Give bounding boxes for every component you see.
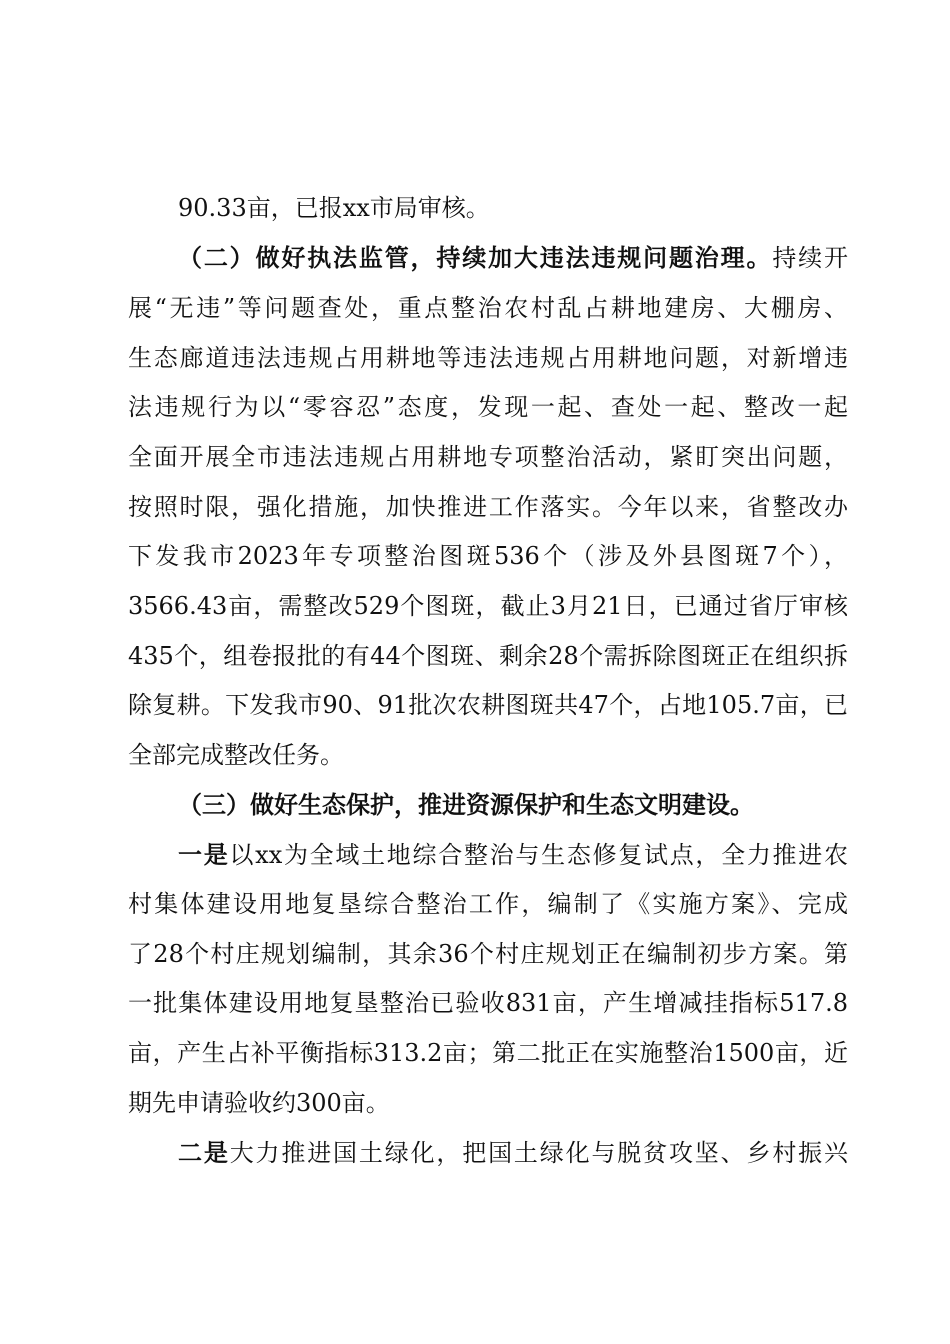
text-segment: 生态廊道违法违规占用耕地等违法违规占用耕地问题，对新增违 bbox=[128, 344, 848, 372]
point-marker: 二是 bbox=[178, 1138, 230, 1167]
text-segment: 大力推进国土绿化，把国土绿化与脱贫攻坚、乡村振兴 bbox=[229, 1139, 849, 1167]
text-segment: 以xx为全域土地综合整治与生态修复试点，全力推进农 bbox=[229, 841, 848, 869]
text-line bbox=[128, 1038, 848, 1068]
text-segment: 了28个村庄规划编制，其余36个村庄规划正在编制初步方案。第 bbox=[128, 940, 848, 968]
text-line bbox=[128, 492, 848, 522]
text-segment: 按照时限，强化措施，加快推进工作落实。今年以来，省整改办 bbox=[128, 493, 848, 521]
text-segment: 全面开展全市违法违规占用耕地专项整治活动，紧盯突出问题， bbox=[128, 443, 848, 471]
text-segment: 持续开 bbox=[772, 244, 849, 272]
text-segment: 展“无违”等问题查处，重点整治农村乱占耕地建房、大棚房、 bbox=[128, 294, 848, 322]
text-line bbox=[128, 889, 848, 919]
text-segment: 下发我市2023年专项整治图斑536个（涉及外县图斑7个）， bbox=[128, 542, 848, 570]
section-heading-line bbox=[128, 243, 848, 273]
text-line bbox=[128, 591, 848, 621]
text-segment: 期先申请验收约300亩。 bbox=[128, 1089, 390, 1117]
text-line bbox=[128, 1138, 848, 1168]
text-line bbox=[128, 740, 848, 770]
text-line bbox=[128, 939, 848, 969]
text-line bbox=[128, 392, 848, 422]
text-segment: 除复耕。下发我市90、91批次农耕图斑共47个，占地105.7亩，已 bbox=[128, 691, 848, 719]
text-line bbox=[128, 690, 848, 720]
text-line bbox=[128, 641, 848, 671]
text-line bbox=[128, 988, 848, 1018]
text-segment: 一批集体建设用地复垦整治已验收831亩，产生增减挂指标517.8 bbox=[128, 989, 848, 1017]
text-segment: 亩，产生占补平衡指标313.2亩；第二批正在实施整治1500亩，近 bbox=[128, 1039, 848, 1067]
text-line bbox=[128, 193, 848, 223]
text-segment: 435个，组卷报批的有44个图斑、剩余28个需拆除图斑正在组织拆 bbox=[128, 642, 848, 670]
section-heading-line bbox=[128, 790, 848, 820]
text-segment: 村集体建设用地复垦综合整治工作，编制了《实施方案》、完成 bbox=[128, 890, 848, 918]
text-segment: 全部完成整改任务。 bbox=[128, 741, 344, 769]
point-marker: 一是 bbox=[178, 840, 230, 869]
text-segment: 3566.43亩，需整改529个图斑，截止3月21日，已通过省厅审核 bbox=[128, 592, 848, 620]
section-heading: （三）做好生态保护，推进资源保护和生态文明建设。 bbox=[178, 790, 754, 819]
text-segment: 法违规行为以“零容忍”态度，发现一起、查处一起、整改一起 bbox=[128, 393, 848, 421]
text-segment: 90.33亩，已报xx市局审核。 bbox=[178, 194, 490, 222]
text-line bbox=[128, 541, 848, 571]
text-line bbox=[128, 1088, 848, 1118]
text-line bbox=[128, 293, 848, 323]
section-heading: （二）做好执法监管，持续加大违法违规问题治理。 bbox=[178, 243, 773, 272]
text-line bbox=[128, 840, 848, 870]
text-line bbox=[128, 343, 848, 373]
text-line bbox=[128, 442, 848, 472]
